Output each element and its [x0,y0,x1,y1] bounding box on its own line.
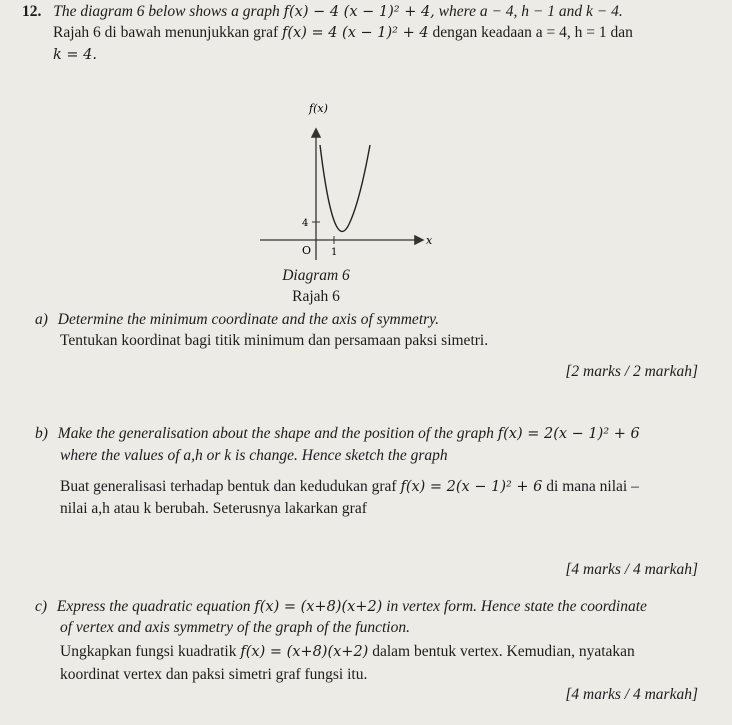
part-c-ms-line1 [60,642,635,662]
intro-ms-line [53,23,633,43]
part-c-en-text1: Express the quadratic equation [56,598,251,615]
part-b-ms-line1 [60,477,639,497]
y-axis-label: f(x) [309,102,328,115]
part-b-en-text1: Make the generalisation about the shape and the position of the graph [57,425,494,442]
intro-en-prefix: The diagram 6 below shows a graph [53,3,280,20]
y-tick-label: 4 [302,218,309,229]
intro-ms-prefix: Rajah 6 di bawah menunjukkan graf [53,24,279,41]
part-a-ms-text: Tentukan koordinat bagi titik minimum dan persamaan paksi simetri. [60,332,489,349]
intro-en-where: where a − 4, h − 1 and k − 4. [438,3,623,20]
diagram-caption-ms: Rajah 6 [292,288,340,305]
intro-ms-condition: dengan keadaan a = 4, h = 1 dan [432,24,633,41]
intro-en-line [22,2,623,22]
part-b-label: b) [35,425,48,442]
part-b-en-text2: where the values of a,h or k is change. Hence sketch the graph [60,447,448,464]
x-axis-label: x [426,234,433,247]
part-b-ms-text1b: di mana nilai – [546,478,639,495]
part-c-label: c) [35,598,48,615]
intro-en-function: f(x) − 4 (x − 1)² + 4, [283,4,435,20]
part-c-en-line1 [35,597,647,617]
origin-label: O [302,244,312,257]
parabola-curve [320,145,370,231]
part-a-en-line [35,310,439,330]
part-c-en-function: f(x) = (x+8)(x+2) [254,599,383,615]
part-a-label: a) [35,311,48,328]
part-c-marks: [4 marks / 4 markah] [565,686,698,703]
question-number: 12. [22,3,42,20]
part-a-en-text: Determine the minimum coordinate and the axis of symmetry. [57,311,440,328]
part-c-ms-text1b: dalam bentuk vertex. Kemudian, nyatakan [372,643,635,660]
part-b-ms-text1: Buat generalisasi terhadap bentuk dan kedudukan graf [60,478,397,495]
part-b-ms-text2: nilai a,h atau k berubah. Seterusnya lakarkan graf [60,500,367,517]
diagram-caption-en: Diagram 6 [282,267,350,284]
part-b-ms-function: f(x) = 2(x − 1)² + 6 [400,479,543,495]
part-b-en-function: f(x) = 2(x − 1)² + 6 [497,426,640,442]
part-c-en-text1b: in vertex form. Hence state the coordinate [386,598,647,615]
part-b-marks: [4 marks / 4 markah] [565,561,698,578]
part-a-marks: [2 marks / 2 markah] [565,363,698,380]
part-c-ms-text1: Ungkapkan fungsi kuadratik [60,643,237,660]
part-c-ms-text2: koordinat vertex dan paksi simetri graf fungsi itu. [60,666,368,683]
part-c-en-text2: of vertex and axis symmetry of the graph of the function. [60,619,410,636]
x-tick-label: 1 [331,247,338,258]
intro-ms-function: f(x) = 4 (x − 1)² + 4 [282,25,429,41]
part-c-ms-function: f(x) = (x+8)(x+2) [240,644,369,660]
intro-ms-k: k = 4. [53,47,97,63]
part-b-en-line1 [35,424,640,444]
parabola-diagram [250,100,450,270]
